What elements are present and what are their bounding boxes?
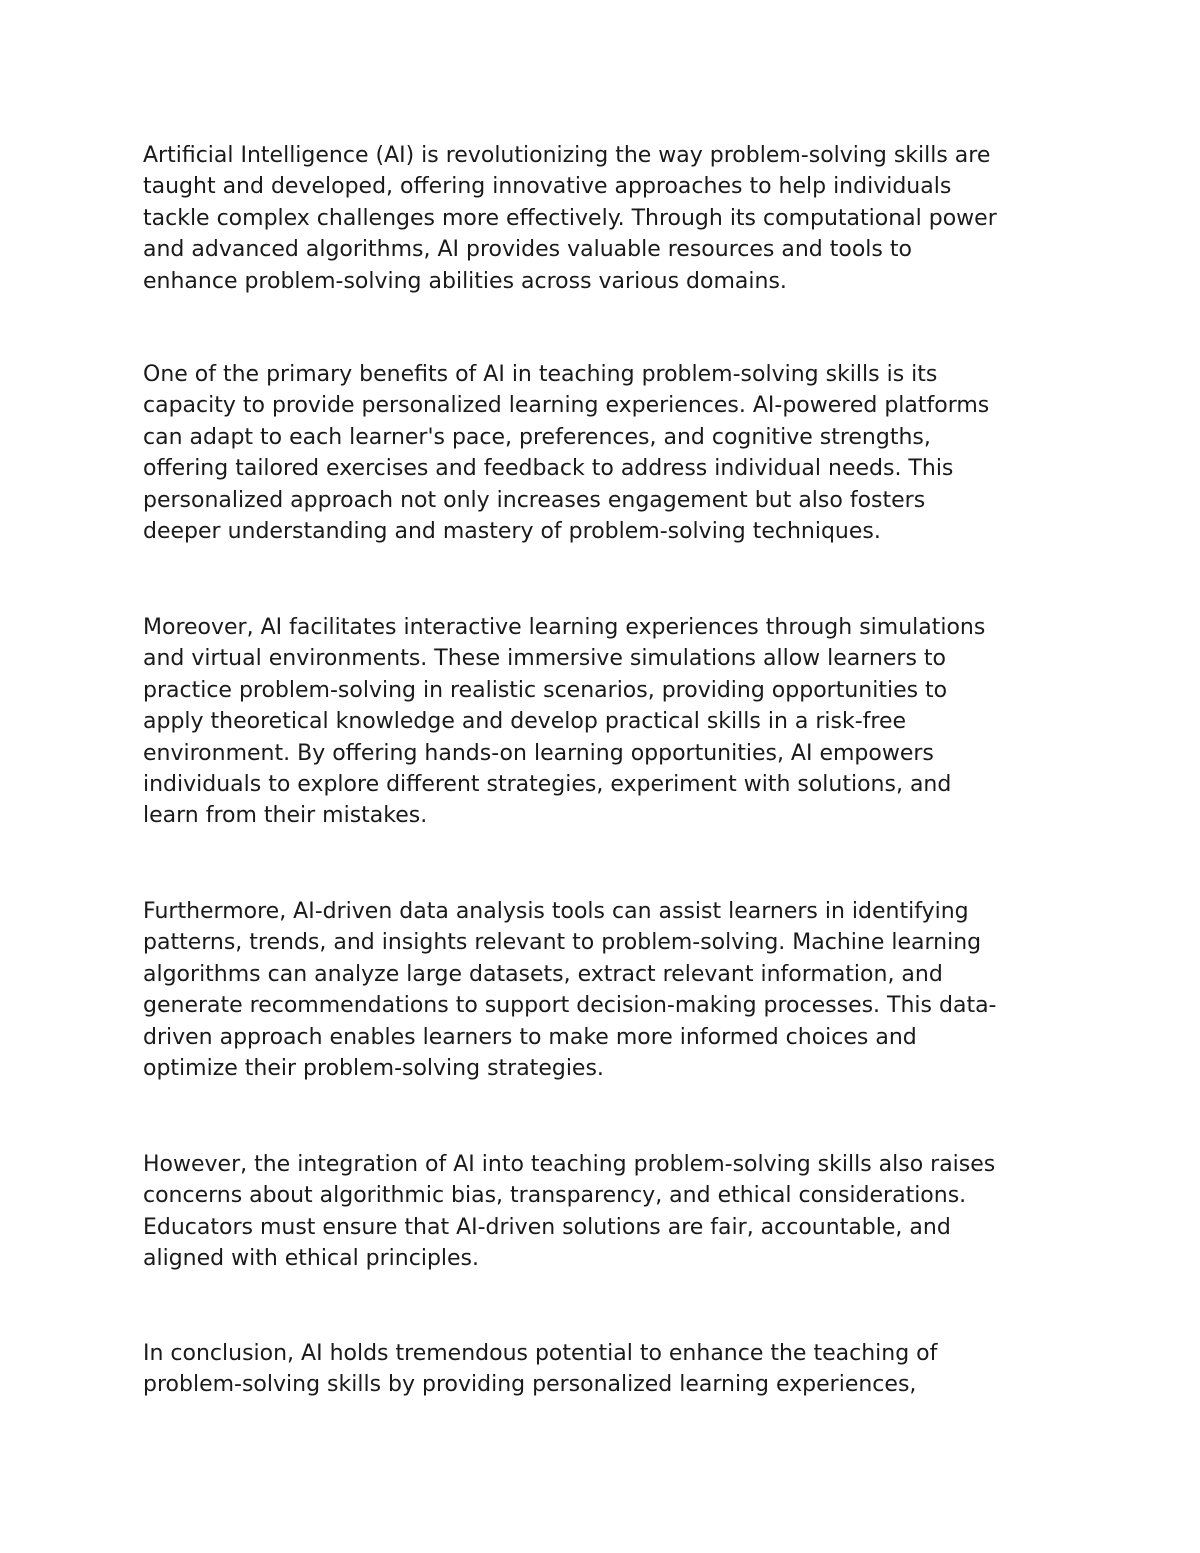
paragraph-conclusion: In conclusion, AI holds tremendous potential to enhance the teaching of problem-solving skills by providing personalized learning experiences, (143, 1341, 938, 1398)
paragraph-data-analysis: Furthermore, AI-driven data analysis tools can assist learners in identifying patterns, trends, and insights relevant to problem-solving. Machine learning algorithms can analyze large datasets, extract relevant information, and generate recommendations to support decision-making processes. This data- driven approach enables learners to make more informed choices and optimize their problem-solving strategies. (143, 899, 997, 1082)
paragraph-concerns: However, the integration of AI into teaching problem-solving skills also raises concerns about algorithmic bias, transparency, and ethical considerations. Educators must ensure that AI-driven solutions are fair, accountable, and aligned with ethical principles. (143, 1152, 996, 1272)
paragraph-introduction: Artificial Intelligence (AI) is revolutionizing the way problem-solving skills are taught and developed, offering innovative approaches to help individuals tackle complex challenges more effectively. Through its computational power and advanced algorithms, AI provides valuable resources and tools to enhance problem-solving abilities across various domains. (143, 143, 997, 294)
paragraph-personalized-learning: One of the primary benefits of AI in teaching problem-solving skills is its capacity to provide personalized learning experiences. AI-powered platforms can adapt to each learner's pace, preferences, and cognitive strengths, offering tailored exercises and feedback to address individual needs. This personalized approach not only increases engagement but also fosters deeper understanding and mastery of problem-solving techniques. (143, 362, 990, 545)
paragraph-interactive-learning: Moreover, AI facilitates interactive learning experiences through simulations and virtual environments. These immersive simulations allow learners to practice problem-solving in realistic scenarios, providing opportunities to apply theoretical knowledge and develop practical skills in a risk-free environment. By offering hands-on learning opportunities, AI empowers individuals to explore different strategies, experiment with solutions, and learn from their mistakes. (143, 615, 986, 829)
